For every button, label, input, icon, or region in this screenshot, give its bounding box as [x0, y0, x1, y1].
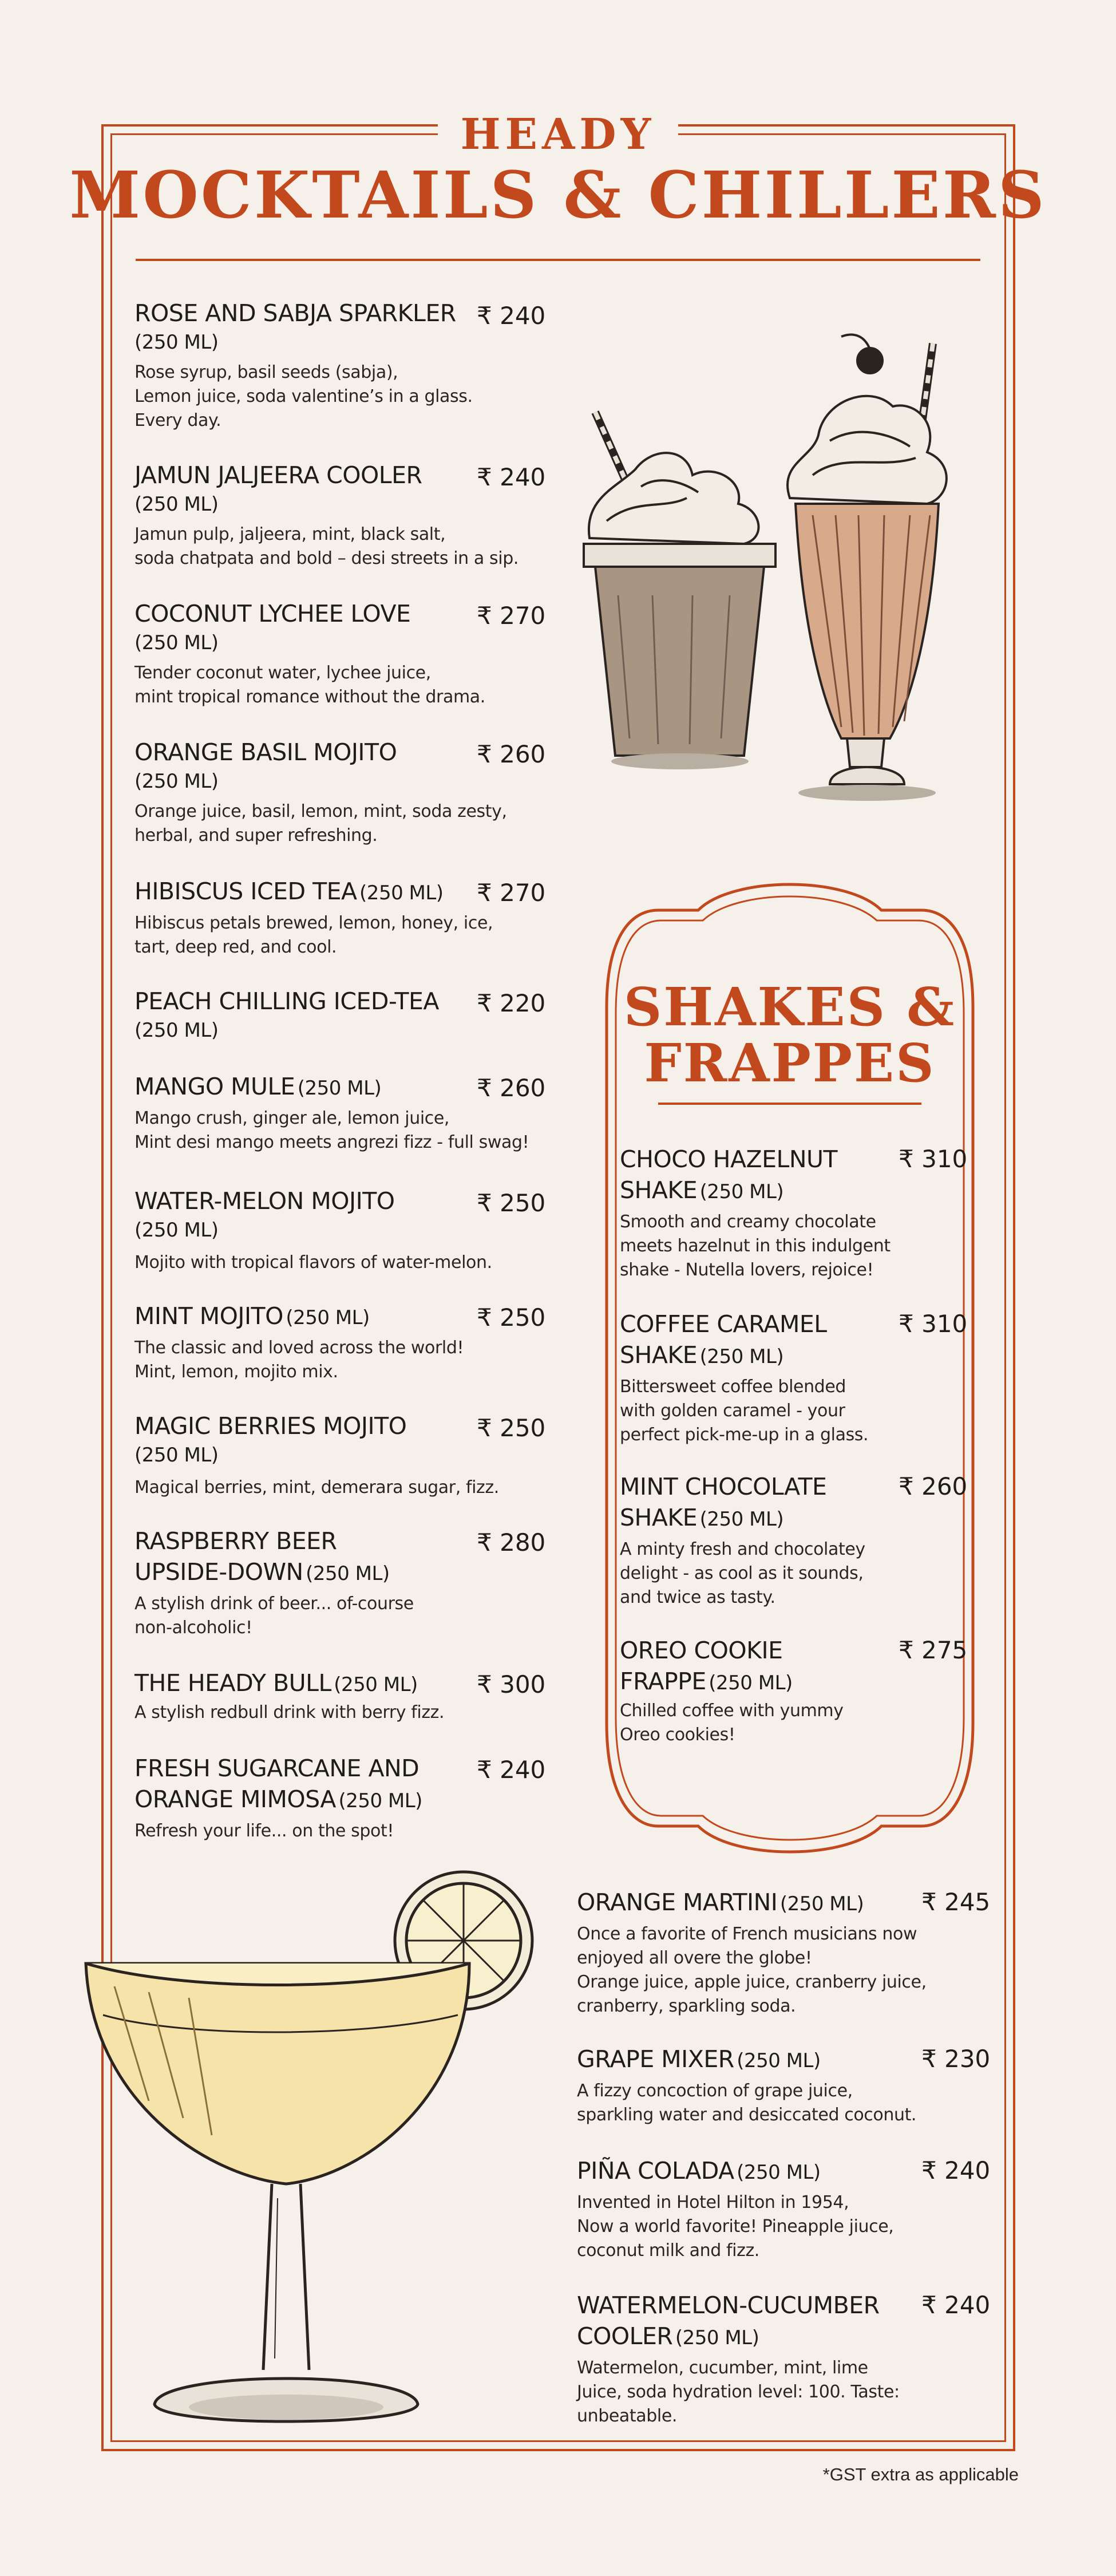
item-description: A stylish redbull drink with berry fizz.	[134, 1702, 445, 1722]
title-divider	[136, 259, 980, 261]
item-name: ORANGE MARTINI	[577, 1888, 778, 1916]
rupee-symbol: ₹	[477, 740, 492, 768]
item-description: Hibiscus petals brewed, lemon, honey, ice, tart, deep red, and cool.	[134, 913, 493, 957]
price-value: 250	[500, 1414, 546, 1442]
item-description: A stylish drink of beer... of-course non-alcoholic!	[134, 1594, 414, 1638]
rupee-symbol: ₹	[477, 1303, 492, 1332]
item-price	[921, 2290, 990, 2321]
item-price	[477, 301, 545, 331]
menu-item	[577, 2155, 932, 2263]
item-volume: (250 ML)	[134, 1219, 219, 1242]
item-name: MINT CHOCOLATE SHAKE	[620, 1473, 827, 1531]
menu-item	[134, 1301, 535, 1384]
item-volume: (250 ML)	[134, 770, 219, 793]
item-description: A fizzy concoction of grape juice, sparkling water and desiccated coconut.	[577, 2081, 917, 2125]
shake-item	[620, 1471, 895, 1610]
price-value: 280	[500, 1528, 546, 1556]
item-price	[477, 1413, 545, 1444]
rupee-symbol: ₹	[477, 1670, 492, 1698]
item-name: WATERMELON-CUCUMBER COOLER	[577, 2291, 880, 2350]
item-price	[477, 462, 545, 493]
rupee-symbol: ₹	[477, 602, 492, 630]
price-value: 240	[500, 302, 546, 330]
item-volume: (250 ML)	[338, 1789, 422, 1812]
item-volume: (250 ML)	[737, 2049, 821, 2072]
item-description: Magical berries, mint, demerara sugar, fizz.	[134, 1477, 499, 1498]
item-description: Invented in Hotel Hilton in 1954, Now a world favorite! Pineapple jiuce, coconut milk and fizz.	[577, 2192, 894, 2261]
gst-footnote: *GST extra as applicable	[822, 2464, 1019, 2484]
item-description: A minty fresh and chocolatey delight - as cool as it sounds, and twice as tasty.	[620, 1539, 865, 1607]
shake-item	[620, 1144, 895, 1282]
item-description: Watermelon, cucumber, mint, lime Juice, soda hydration level: 100. Taste: unbeatable.	[577, 2358, 900, 2426]
item-description: Orange juice, basil, lemon, mint, soda zesty, herbal, and super refreshing.	[134, 801, 507, 846]
item-name: ROSE AND SABJA SPARKLER	[134, 299, 456, 327]
price-value: 300	[500, 1670, 546, 1698]
menu-item	[134, 1411, 535, 1500]
item-volume: (250 ML)	[134, 331, 219, 354]
shakes-section-title: SHAKES & FRAPPES	[623, 976, 956, 1094]
item-price	[477, 988, 545, 1019]
rupee-symbol: ₹	[921, 2156, 937, 2184]
item-price	[899, 1635, 967, 1666]
item-volume: (250 ML)	[359, 882, 444, 904]
item-name: COCONUT LYCHEE LOVE	[134, 600, 411, 627]
item-description: Refresh your life... on the spot!	[134, 1821, 394, 1841]
item-price	[921, 2044, 990, 2075]
price-value: 250	[500, 1189, 546, 1217]
item-name: RASPBERRY BEER UPSIDE-DOWN	[134, 1527, 337, 1586]
item-price	[477, 1188, 545, 1219]
item-price	[477, 1073, 545, 1104]
item-price	[477, 600, 545, 631]
item-name: MANGO MULE	[134, 1073, 295, 1100]
price-value: 260	[500, 1074, 546, 1102]
item-volume: (250 ML)	[709, 1672, 793, 1694]
item-name: GRAPE MIXER	[577, 2045, 734, 2073]
rupee-symbol: ₹	[477, 302, 492, 330]
item-name: OREO COOKIE FRAPPE	[620, 1637, 783, 1695]
price-value: 240	[944, 2156, 991, 2184]
price-value: 260	[500, 740, 546, 768]
rupee-symbol: ₹	[477, 1189, 492, 1217]
rupee-symbol: ₹	[899, 1145, 914, 1173]
item-price	[899, 1471, 967, 1502]
price-value: 245	[944, 1888, 991, 1916]
price-value: 270	[500, 602, 546, 630]
price-value: 275	[921, 1636, 968, 1664]
item-price	[477, 1527, 545, 1558]
menu-item	[134, 598, 535, 709]
item-name: FRESH SUGARCANE AND ORANGE MIMOSA	[134, 1755, 420, 1813]
item-name: WATER-MELON MOJITO	[134, 1187, 395, 1215]
price-value: 310	[921, 1310, 968, 1338]
item-volume: (250 ML)	[297, 1077, 382, 1100]
item-description: Once a favorite of French musicians now enjoyed all overe the globe! Orange juice, apple juice, cranberry juice, cranberry, sparkling soda.	[577, 1924, 927, 2016]
item-volume: (250 ML)	[134, 493, 219, 516]
menu-item	[134, 1526, 535, 1640]
item-price	[477, 1755, 545, 1785]
item-description: Mango crush, ginger ale, lemon juice, Mint desi mango meets angrezi fizz - full swag!	[134, 1108, 529, 1152]
price-value: 230	[944, 2045, 991, 2073]
item-volume: (250 ML)	[699, 1180, 784, 1203]
item-volume: (250 ML)	[699, 1508, 784, 1531]
item-price	[477, 1669, 545, 1700]
menu-item	[577, 2044, 932, 2127]
menu-item	[134, 1186, 535, 1275]
item-name: PIÑA COLADA	[577, 2157, 734, 2184]
price-value: 270	[500, 879, 546, 907]
item-name: HIBISCUS ICED TEA	[134, 878, 357, 905]
menu-item	[134, 1668, 535, 1725]
rupee-symbol: ₹	[477, 989, 492, 1017]
price-value: 240	[944, 2291, 991, 2319]
item-name: PEACH CHILLING ICED-TEA	[134, 987, 439, 1015]
item-description: Bittersweet coffee blended with golden caramel - your perfect pick-me-up in a glass.	[620, 1377, 869, 1445]
item-price	[921, 1887, 990, 1918]
price-value: 250	[500, 1303, 546, 1332]
item-price	[477, 878, 545, 908]
rupee-symbol: ₹	[477, 1756, 492, 1784]
rupee-symbol: ₹	[899, 1636, 914, 1664]
price-value: 240	[500, 463, 546, 491]
item-description: Smooth and creamy chocolate meets hazelnut in this indulgent shake - Nutella lovers, rejoice!	[620, 1212, 891, 1280]
item-description: Chilled coffee with yummy Oreo cookies!	[620, 1701, 844, 1745]
menu-item	[134, 876, 535, 959]
item-volume: (250 ML)	[334, 1673, 418, 1696]
item-name: COFFEE CARAMEL SHAKE	[620, 1310, 827, 1369]
item-volume: (250 ML)	[134, 631, 219, 654]
item-name: JAMUN JALJEERA COOLER	[134, 461, 422, 489]
menu-item	[577, 1887, 932, 2018]
item-volume: (250 ML)	[737, 2161, 821, 2184]
shake-item	[620, 1635, 895, 1747]
price-value: 220	[500, 989, 546, 1017]
rupee-symbol: ₹	[899, 1310, 914, 1338]
page-title: MOCKTAILS & CHILLERS	[69, 158, 1047, 233]
item-volume: (250 ML)	[134, 1444, 219, 1467]
item-volume: (250 ML)	[779, 1893, 864, 1915]
item-name: MINT MOJITO	[134, 1302, 283, 1330]
rupee-symbol: ₹	[477, 1528, 492, 1556]
brand-kicker: HEADY	[460, 110, 656, 159]
item-price	[477, 739, 545, 770]
menu-item	[134, 1753, 535, 1843]
item-price	[899, 1144, 967, 1175]
item-volume: (250 ML)	[699, 1345, 784, 1368]
item-description: Rose syrup, basil seeds (sabja), Lemon juice, soda valentine’s in a glass. Every day.	[134, 362, 473, 430]
item-volume: (250 ML)	[306, 1562, 390, 1585]
item-description: The classic and loved across the world! Mint, lemon, mojito mix.	[134, 1338, 464, 1382]
menu-item	[134, 986, 535, 1044]
shake-item	[620, 1309, 895, 1447]
menu-item	[134, 298, 535, 433]
item-volume: (250 ML)	[675, 2326, 759, 2349]
item-name: ORANGE BASIL MOJITO	[134, 738, 397, 766]
item-description: Jamun pulp, jaljeera, mint, black salt, soda chatpata and bold – desi streets in a sip.	[134, 524, 519, 568]
item-name: THE HEADY BULL	[134, 1669, 331, 1697]
rupee-symbol: ₹	[477, 463, 492, 491]
menu-item	[134, 737, 535, 848]
item-name: MAGIC BERRIES MOJITO	[134, 1412, 407, 1440]
menu-item	[134, 460, 535, 571]
price-value: 240	[500, 1756, 546, 1784]
rupee-symbol: ₹	[921, 1888, 937, 1916]
cocktail-glass-illustration	[69, 1855, 538, 2462]
milkshake-illustration	[572, 326, 973, 830]
item-name: CHOCO HAZELNUT SHAKE	[620, 1145, 838, 1204]
item-price	[899, 1309, 967, 1340]
rupee-symbol: ₹	[477, 1074, 492, 1102]
item-description: Tender coconut water, lychee juice, mint tropical romance without the drama.	[134, 663, 485, 707]
item-price	[921, 2155, 990, 2186]
rupee-symbol: ₹	[921, 2291, 937, 2319]
item-volume: (250 ML)	[286, 1306, 370, 1329]
price-value: 310	[921, 1145, 968, 1173]
rupee-symbol: ₹	[477, 879, 492, 907]
price-value: 260	[921, 1472, 968, 1500]
rupee-symbol: ₹	[921, 2045, 937, 2073]
item-price	[477, 1302, 545, 1333]
item-description: Mojito with tropical flavors of water-melon.	[134, 1253, 492, 1273]
rupee-symbol: ₹	[477, 1414, 492, 1442]
item-volume: (250 ML)	[134, 1019, 219, 1042]
rupee-symbol: ₹	[899, 1472, 914, 1500]
